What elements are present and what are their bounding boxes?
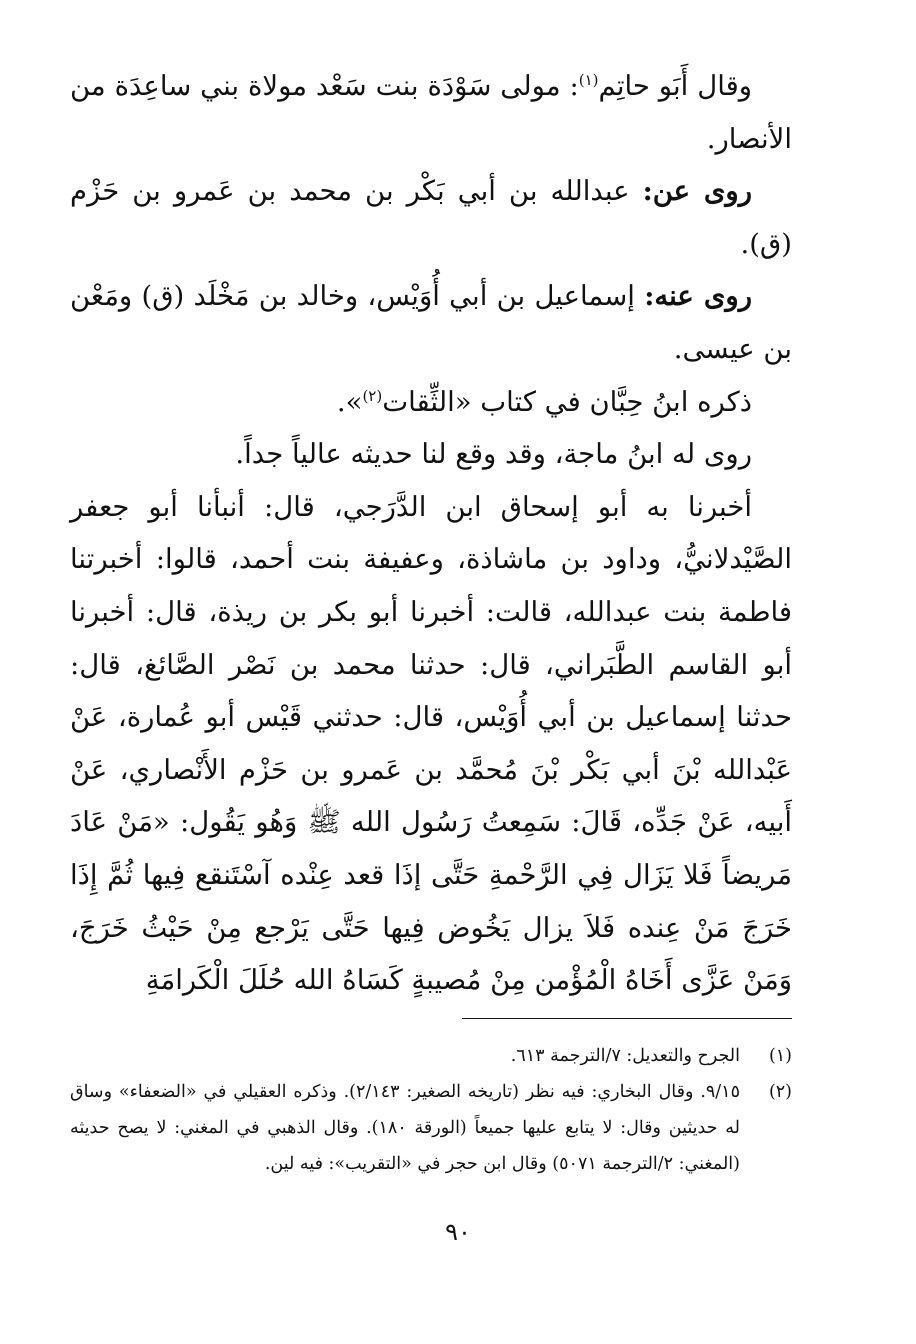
footnote-2: [70, 1074, 792, 1182]
paragraph-text: وقال أَبَو حاتِم: [598, 70, 752, 102]
footnote-ref[interactable]: (٢): [362, 386, 383, 405]
paragraph-text: إسماعيل بن أبي أُوَيْس، وخالد بن مَخْلَد (ق) ومَعْن بن عيسى.: [70, 280, 792, 365]
paragraph-abu-hatim: [70, 60, 792, 165]
paragraph-text: أخبرنا به أبو إسحاق ابن الدَّرَجي، قال: أنبأنا أبو جعفر الصَّيْدلانيُّ، وداود بن ماشاذة، وعفيفة بنت أحمد، قالوا: أخبرتنا فاطمة بنت عبدالله، قالت: أخبرنا أبو بكر بن ريذة، قال: أخبرنا أبو القاسم الطَّبَراني، قال: حدثنا محمد بن نَصْر الصَّائغ، قال: حدثنا إسماعيل بن أبي أُوَيْس، قال: حدثني قَيْس أبو عُمارة، عَنْ عَبْدالله بْنَ أبي بَكْر بْنَ مُحمَّد بن عَمرو بن حَزْم الأَنْصاري، عَنْ أَبيه، عَنْ جَدِّه، قَالَ: سَمِعتُ رَسُول الله ﷺ وَهُو يَقُول: «مَنْ عَادَ مَريضاً فَلا يَزَال فِي الرَّحْمةِ حَتَّى إذَا قعد عِنْده آسْتَنقع فِيها ثُمَّ إِذَا خَرَجَ مَنْ عِنده فَلاَ يزال يَخُوض فِيها حَتَّى يَرْجع مِنْ حَيْثُ خَرَجَ، وَمَنْ عَزَّى أَخَاهُ الْمُؤْمن مِنْ مُصيبةٍ كَسَاهُ الله حُلَلَ الْكَرامَةِ: [70, 490, 792, 997]
footnote-number: (١): [768, 1046, 792, 1066]
paragraph-text: : مولى سَوْدَة بنت سَعْد مولاة بني ساعِدَة من الأنصار.: [70, 70, 792, 155]
footnote-ref[interactable]: (١): [578, 70, 599, 89]
page-number: ٩٠: [445, 1218, 471, 1246]
paragraph-narrated-by: [70, 270, 792, 375]
paragraph-text: روى له ابنُ ماجة، وقد وقع لنا حديثه عالياً جداً.: [235, 438, 752, 471]
paragraph-hadith-chain: [70, 481, 792, 1007]
book-page: [70, 60, 792, 1310]
section-label: روى عنه:: [644, 280, 752, 313]
paragraph-text: عبدالله بن أبي بَكْر بن محمد بن عَمرو بن حَزْم (ق).: [70, 175, 792, 260]
footnote-number: (٢): [768, 1082, 792, 1102]
paragraph-ibn-hibban: [70, 376, 792, 429]
footnotes: [70, 1038, 792, 1182]
footnote-text: الجرح والتعديل: ٧/الترجمة ٦١٣.: [510, 1046, 740, 1066]
paragraph-ibn-majah: [70, 428, 792, 481]
footnote-divider: [462, 1018, 792, 1019]
paragraph-text: ».: [336, 385, 363, 418]
paragraph-text: ذكره ابنُ حِبَّان في كتاب «الثِّقات: [382, 385, 752, 418]
section-label: روى عن:: [642, 175, 752, 208]
main-text: [70, 60, 792, 1007]
footnote-text: ٩/١٥. وقال البخاري: فيه نظر (تاريخه الصغير: ٢/١٤٣). وذكره العقيلي في «الضعفاء» وساق له حديثين وقال: لا يتابع عليها جميعاً (الورقة ١٨٠). وقال الذهبي في المغني: لا يصح حديثه (المغني: ٢/الترجمة ٥٠٧١) وقال ابن حجر في «التقريب»: فيه لين.: [70, 1082, 740, 1174]
footnote-1: [70, 1038, 792, 1074]
paragraph-narrated-from: [70, 165, 792, 270]
